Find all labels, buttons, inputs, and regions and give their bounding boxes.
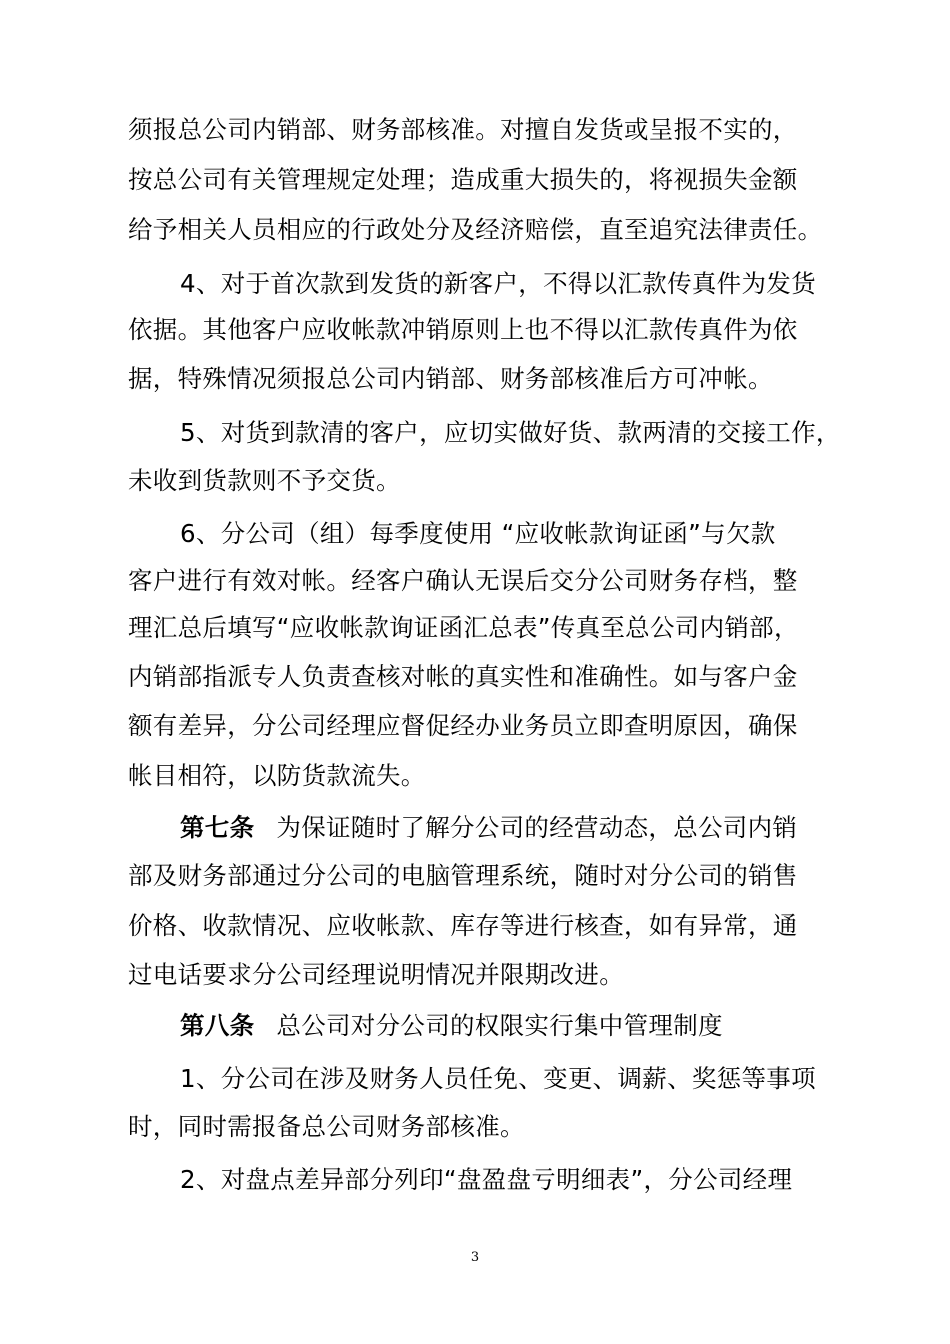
- text-line: 2、对盘点差异部分列印“盘盈盘亏明细表”，分公司经理: [180, 1165, 793, 1194]
- text-line: 过电话要求分公司经理说明情况并限期改进。: [128, 960, 624, 989]
- article-7-line: [180, 811, 828, 845]
- text-line: 理汇总后填写“应收帐款询证函汇总表”传真至总公司内销部，: [128, 613, 799, 642]
- text-line: 额有差异，分公司经理应督促经办业务员立即查明原因，确保: [128, 711, 798, 740]
- text-line: 1、分公司在涉及财务人员任免、变更、调薪、奖惩等事项: [180, 1064, 816, 1093]
- text-line: 5、对货到款清的客户，应切实做好货、款两清的交接工作，: [180, 418, 841, 447]
- text-line: 帐目相符，以防货款流失。: [128, 761, 426, 790]
- article-8-line: [180, 1009, 828, 1043]
- text-line: 须报总公司内销部、财务部核准。对擅自发货或呈报不实的，: [128, 115, 798, 144]
- article-8-text: 总公司对分公司的权限实行集中管理制度: [276, 1011, 723, 1040]
- text-line: 未收到货款则不予交货。: [128, 466, 401, 495]
- text-line: 给予相关人员相应的行政处分及经济赔偿，直至追究法律责任。: [128, 215, 823, 244]
- text-line: 4、对于首次款到发货的新客户，不得以汇款传真件为发货: [180, 269, 816, 298]
- text-line: 价格、收款情况、应收帐款、库存等进行核查，如有异常，通: [128, 911, 798, 940]
- article-8-label: 第八条: [180, 1011, 255, 1040]
- text-line: 内销部指派专人负责查核对帐的真实性和准确性。如与客户金: [128, 662, 798, 691]
- text-line: 6、分公司（组）每季度使用 “应收帐款询证函”与欠款: [180, 519, 776, 548]
- article-7-text: 为保证随时了解分公司的经营动态，总公司内销: [276, 813, 798, 842]
- text-line: 时，同时需报备总公司财务部核准。: [128, 1112, 525, 1141]
- text-line: 客户进行有效对帐。经客户确认无误后交分公司财务存档，整: [128, 566, 798, 595]
- article-7-label: 第七条: [180, 813, 255, 842]
- text-line: 部及财务部通过分公司的电脑管理系统，随时对分公司的销售: [128, 861, 798, 890]
- text-line: 据，特殊情况须报总公司内销部、财务部核准后方可冲帐。: [128, 364, 773, 393]
- text-line: 按总公司有关管理规定处理；造成重大损失的，将视损失金额: [128, 165, 798, 194]
- page-number: 3: [470, 1250, 480, 1265]
- text-line: 依据。其他客户应收帐款冲销原则上也不得以汇款传真件为依: [128, 315, 798, 344]
